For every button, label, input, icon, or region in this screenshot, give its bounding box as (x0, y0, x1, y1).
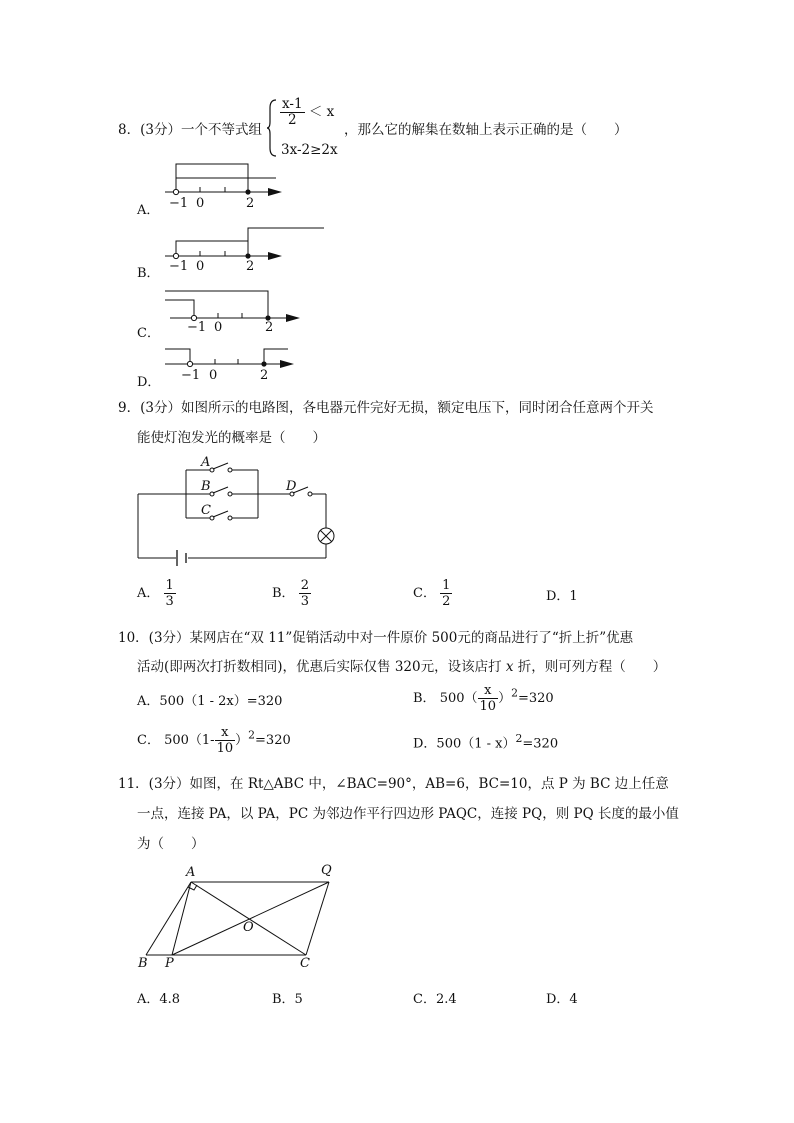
q9-option-b-den: 3 (300, 594, 309, 609)
q8-b-tick-neg1: −1 (169, 259, 189, 274)
q8-c-tick-2: 2 (265, 320, 274, 335)
point-label-b: B (138, 956, 148, 971)
q10-option-c-label: C． (137, 733, 160, 748)
point-label-q: Q (321, 863, 332, 878)
q11-stem-line1: 11．(3分）如图，在 Rt△ABC 中，∠BAC=90°，AB=6，BC=10，点 P 为 BC 边上任意 (118, 776, 669, 792)
q8-ineq2: 3x-2≥2x (281, 142, 338, 158)
q10-option-b-pre: 500（ (439, 691, 478, 706)
q9-option-a (137, 578, 176, 609)
segment-pa (172, 882, 191, 955)
switch-label-d: D (286, 479, 297, 494)
q8-option-d-label: D． (137, 375, 161, 390)
q8-a-tick-neg1: −1 (169, 196, 189, 211)
segment-ac (191, 882, 306, 955)
q10-option-b-exp: 2 (511, 686, 518, 700)
q11-stem-line3: 为（ ） (137, 836, 205, 852)
q10-option-b (413, 683, 554, 714)
q10-option-c-fraction (215, 725, 236, 756)
switch-b-icon (213, 487, 228, 493)
switch-label-b: B (201, 479, 211, 494)
q10-option-b-num: x (478, 683, 499, 699)
q9-option-c-den: 2 (442, 594, 451, 609)
q10-option-c-post: ） (235, 733, 249, 748)
q11-stem-line2: 一点，连接 PA，以 PA，PC 为邻边作平行四边形 PAQC，连接 PQ，则 PQ 长度的最小值 (137, 806, 679, 822)
q9-option-b (272, 578, 311, 609)
q10-option-b-post: ） (498, 691, 512, 706)
q10-option-c-den: 10 (216, 741, 234, 756)
q8-option-b-label: B． (137, 266, 160, 281)
q10-option-c-end: =320 (255, 733, 291, 748)
q10-option-c (137, 725, 291, 756)
q8-ineq1-fraction (280, 97, 305, 128)
q8-ineq1-num: x-1 (282, 96, 303, 112)
q10-option-b-den: 10 (479, 699, 497, 714)
q10-option-b-end: =320 (517, 691, 554, 706)
q9-option-b-fraction (299, 578, 311, 609)
q9-stem-line2: 能使灯泡发光的概率是（ ） (137, 430, 326, 446)
q9-circuit-diagram (130, 450, 340, 568)
q8-d-tick-0: 0 (209, 368, 218, 383)
q10-stem-var: x (505, 659, 514, 675)
q8-ineq1-den: 2 (287, 112, 297, 128)
q9-stem-line1: 9．(3分）如图所示的电路图，各电器元件完好无损，额定电压下，同时闭合任意两个开关 (118, 400, 654, 416)
q8-option-c-label: C． (137, 326, 160, 341)
q8-stem-prefix: 8．(3分）一个不等式组 (118, 122, 262, 138)
q10-option-d-pre: D．500（1 - x） (413, 736, 516, 752)
q11-option-d: D．4 (546, 992, 578, 1007)
q9-option-c-fraction (440, 578, 452, 609)
q8-a-tick-2: 2 (246, 196, 255, 211)
q8-option-c-numberline (160, 286, 310, 336)
q9-option-c-num: 1 (442, 578, 451, 593)
switch-a-icon (213, 463, 228, 469)
q10-option-a: A．500（1 - 2x）=320 (137, 694, 283, 709)
segment-ab (146, 882, 191, 955)
q11-option-b: B．5 (272, 992, 303, 1007)
q8-c-tick-0: 0 (214, 320, 223, 335)
q9-option-b-num: 2 (300, 578, 309, 593)
q8-b-tick-2: 2 (246, 259, 255, 274)
q10-option-b-label: B． (413, 691, 436, 706)
q10-stem-line2 (137, 655, 666, 675)
q10-stem-line2-b: 折，则可列方程（ ） (513, 659, 667, 675)
q8-c-tick-neg1: −1 (187, 320, 207, 335)
q8-left-brace (266, 98, 278, 158)
q11-geometry-figure (136, 860, 346, 970)
switch-label-a: A (201, 455, 211, 470)
point-label-p: P (165, 956, 174, 971)
point-label-a: A (186, 865, 196, 880)
q9-option-b-label: B． (272, 586, 295, 601)
q9-option-a-den: 3 (165, 594, 174, 609)
q9-option-a-fraction (164, 578, 176, 609)
q10-option-d-end: =320 (522, 736, 559, 752)
q10-option-c-num: x (215, 725, 236, 741)
q9-option-a-num: 1 (165, 578, 174, 593)
q8-d-tick-2: 2 (260, 368, 269, 383)
q8-stem-suffix: ，那么它的解集在数轴上表示正确的是（ ） (344, 122, 628, 138)
point-label-o: O (243, 920, 254, 935)
q9-option-a-label: A． (137, 586, 160, 601)
q8-a-tick-0: 0 (196, 196, 205, 211)
q11-option-a: A．4.8 (137, 992, 181, 1007)
q10-option-d-exp: 2 (515, 732, 523, 745)
q8-option-a-label: A． (137, 203, 160, 218)
switch-label-c: C (201, 503, 211, 518)
q10-option-c-pre: 500（1- (164, 733, 215, 748)
q10-option-c-exp: 2 (248, 728, 256, 742)
q9-option-c (413, 578, 452, 609)
q8-d-tick-neg1: −1 (181, 368, 201, 383)
segment-pq (172, 882, 329, 955)
q8-ineq1 (280, 97, 334, 128)
q8-b-tick-0: 0 (196, 259, 205, 274)
q9-option-d: D．1 (546, 589, 578, 604)
q10-stem-line2-a: 活动(即两次打折数相同)，优惠后实际仅售 320元，设该店打 (137, 659, 506, 675)
q9-option-c-label: C． (413, 586, 436, 601)
q10-option-d (413, 732, 558, 751)
q10-stem-line1: 10．(3分）某网店在“双 11”促销活动中对一件原价 500元的商品进行了“折上折”优惠 (118, 630, 634, 646)
q11-option-c: C．2.4 (413, 992, 457, 1007)
point-label-c: C (300, 956, 310, 971)
segment-qc (306, 882, 329, 955)
q10-option-b-fraction (478, 683, 499, 714)
q8-ineq1-rel: ＜ x (308, 104, 335, 120)
switch-c-icon (213, 511, 228, 517)
